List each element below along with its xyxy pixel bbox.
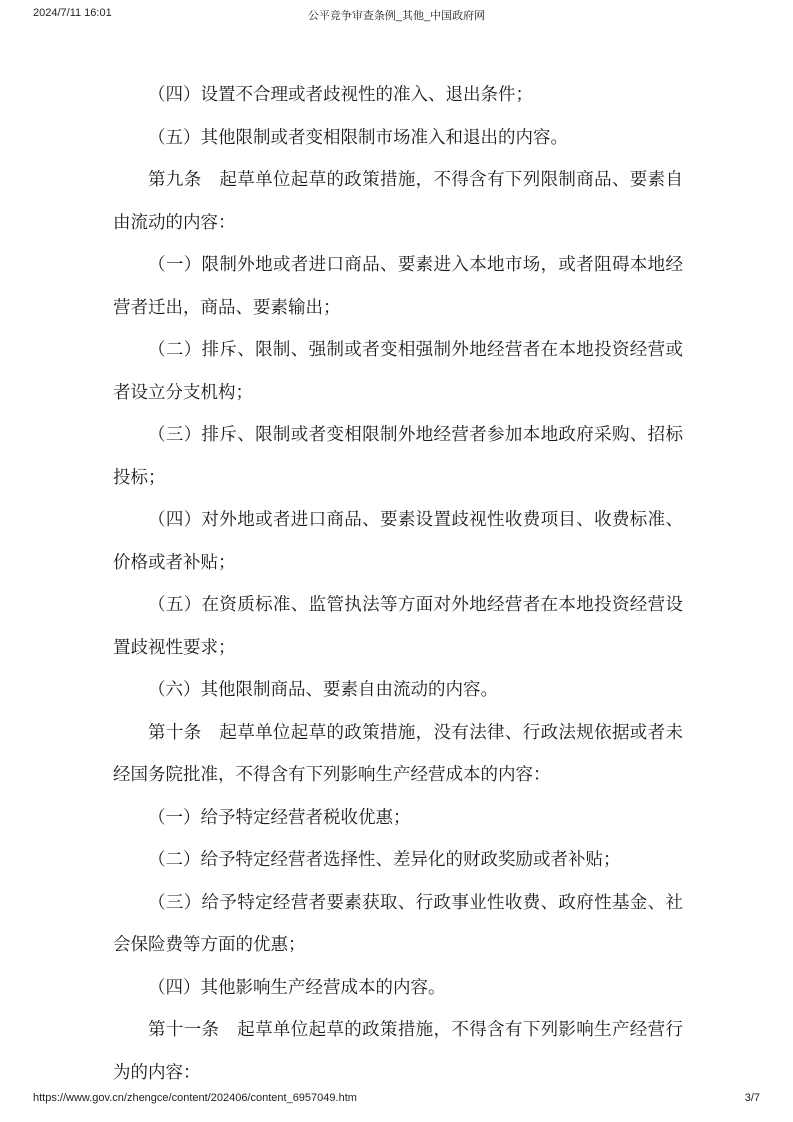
paragraph: （三）给予特定经营者要素获取、行政事业性收费、政府性基金、社会保险费等方面的优惠； bbox=[113, 892, 683, 955]
paragraph: （二）给予特定经营者选择性、差异化的财政奖励或者补贴； bbox=[148, 850, 621, 870]
paragraph: （六）其他限制商品、要素自由流动的内容。 bbox=[148, 680, 498, 700]
paragraph: （四）对外地或者进口商品、要素设置歧视性收费项目、收费标准、价格或者补贴； bbox=[113, 510, 683, 573]
paragraph: （四）其他影响生产经营成本的内容。 bbox=[148, 977, 446, 998]
article-9: 第九条 起草单位起草的政策措施，不得含有下列限制商品、要素自由流动的内容： bbox=[113, 170, 683, 233]
print-datetime: 2024/7/11 16:01 bbox=[33, 7, 112, 19]
paragraph: （三）排斥、限制或者变相限制外地经营者参加本地政府采购、招标投标； bbox=[113, 425, 683, 488]
paragraph: （一）限制外地或者进口商品、要素进入本地市场，或者阻碍本地经营者迁出，商品、要素输出； bbox=[113, 255, 683, 318]
page-number: 3/7 bbox=[744, 1092, 760, 1104]
paragraph: （五）其他限制或者变相限制市场准入和退出的内容。 bbox=[148, 127, 568, 148]
paragraph: （四）设置不合理或者歧视性的准入、退出条件； bbox=[148, 85, 533, 105]
page-url: https://www.gov.cn/zhengce/content/202406/content_6957049.htm bbox=[33, 1092, 357, 1104]
paragraph: （二）排斥、限制、强制或者变相强制外地经营者在本地投资经营或者设立分支机构； bbox=[113, 340, 683, 403]
page-title: 公平竞争审查条例_其他_中国政府网 bbox=[307, 10, 486, 22]
paragraph: （五）在资质标准、监管执法等方面对外地经营者在本地投资经营设置歧视性要求； bbox=[113, 595, 683, 658]
article-10: 第十条 起草单位起草的政策措施，没有法律、行政法规依据或者未经国务院批准，不得含有下列影响生产经营成本的内容： bbox=[113, 722, 683, 785]
article-11: 第十一条 起草单位起草的政策措施，不得含有下列影响生产经营行为的内容： bbox=[113, 1020, 683, 1083]
paragraph: （一）给予特定经营者税收优惠； bbox=[148, 807, 411, 828]
document-body bbox=[113, 74, 683, 1094]
